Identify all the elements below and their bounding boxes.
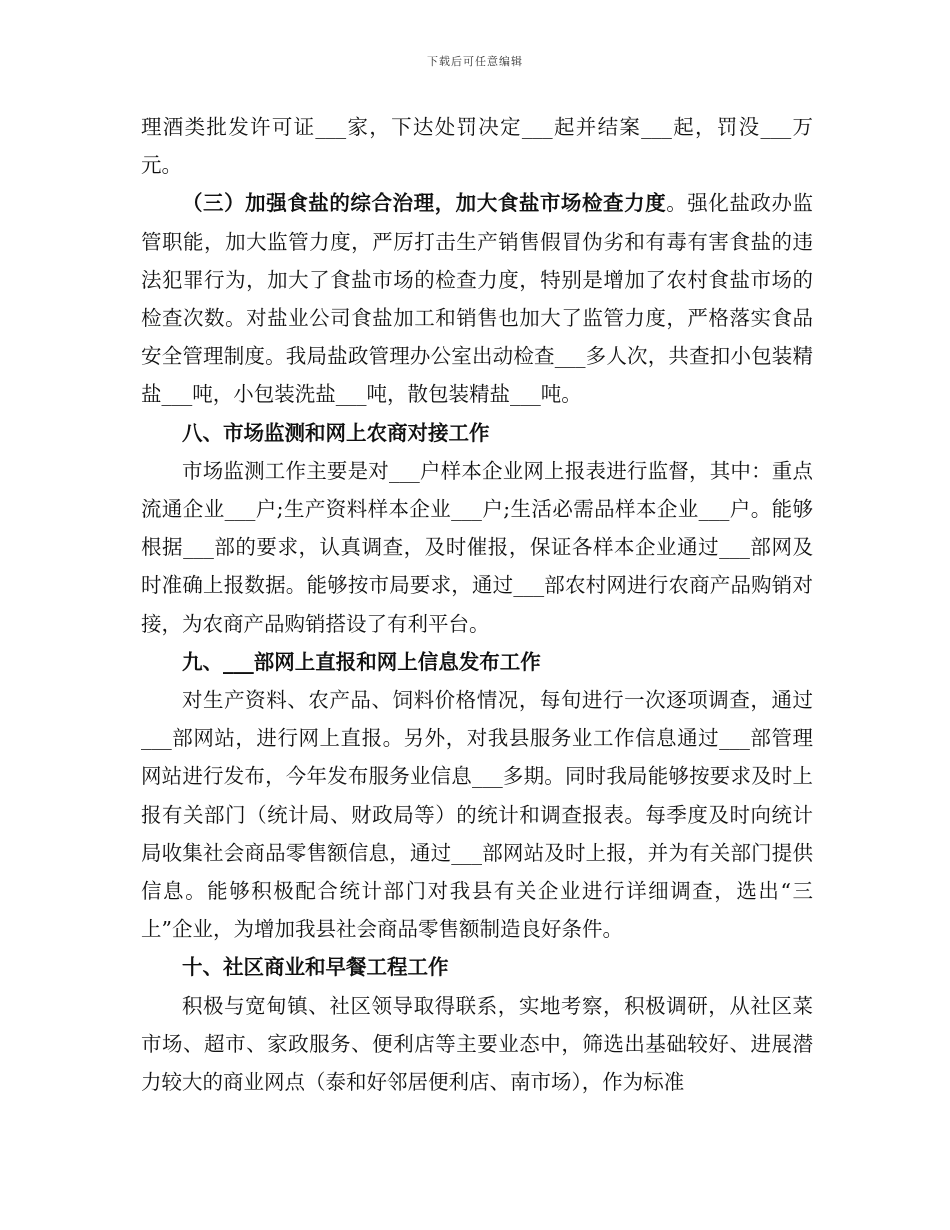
salt-governance-lead: （三）加强食盐的综合治理，加大食盐市场检查力度: [182, 191, 667, 216]
paragraph-salt-governance: [141, 184, 813, 413]
page-header: 下载后可任意编辑: [427, 55, 523, 68]
salt-governance-body: 。强化盐政办监管职能，加大监管力度，严厉打击生产销售假冒伪劣和有毒有害食盐的违法犯罪行为，加大了食盐市场的检查力度，特别是增加了农村食盐市场的检查次数。对盐业公司食盐加工和销售也加大了监管力度，严格落实食品安全管理制度。我局盐政管理办公室出动检查___多人次，共查扣小包装精盐___吨，小包装洗盐___吨，散包装精盐___吨。: [141, 191, 814, 407]
paragraph-online-reporting: 对生产资料、农产品、饲料价格情况，每旬进行一次逐项调查，通过___部网站，进行网上直报。另外，对我县服务业工作信息通过___部管理网站进行发布，今年发布服务业信息___多期。同时我局能够按要求及时上报有关部门（统计局、财政局等）的统计和调查报表。每季度及时向统计局收集社会商品零售额信息，通过___部网站及时上报，并为有关部门提供信息。能够积极配合统计部门对我县有关企业进行详细调查，选出“三上”企业，为增加我县社会商品零售额制造良好条件。: [141, 688, 813, 942]
paragraph-market-monitoring: 市场监测工作主要是对___户样本企业网上报表进行监督，其中：重点流通企业___户;生产资料样本企业___户;生活必需品样本企业___户。能够根据___部的要求，认真调查，及时催报，保证各样本企业通过___部网及时准确上报数据。能够按市局要求，通过___部农村网进行农商产品购销对接，为农商产品购销搭设了有利平台。: [141, 458, 813, 636]
paragraph-community-commerce: 积极与宽甸镇、社区领导取得联系，实地考察，积极调研，从社区菜市场、超市、家政服务、便利店等主要业态中，筛选出基础较好、进展潜力较大的商业网点（泰和好邻居便利店、南市场），作为标准: [141, 993, 813, 1095]
section-heading-8: 八、市场监测和网上农商对接工作: [182, 420, 490, 445]
section-heading-10: 十、社区商业和早餐工程工作: [182, 955, 449, 980]
section-heading-9: 九、___部网上直报和网上信息发布工作: [182, 649, 541, 674]
document-body: [141, 108, 813, 1101]
paragraph-liquor-license: 理酒类批发许可证___家，下达处罚决定___起并结案___起，罚没___万元。: [141, 115, 813, 178]
